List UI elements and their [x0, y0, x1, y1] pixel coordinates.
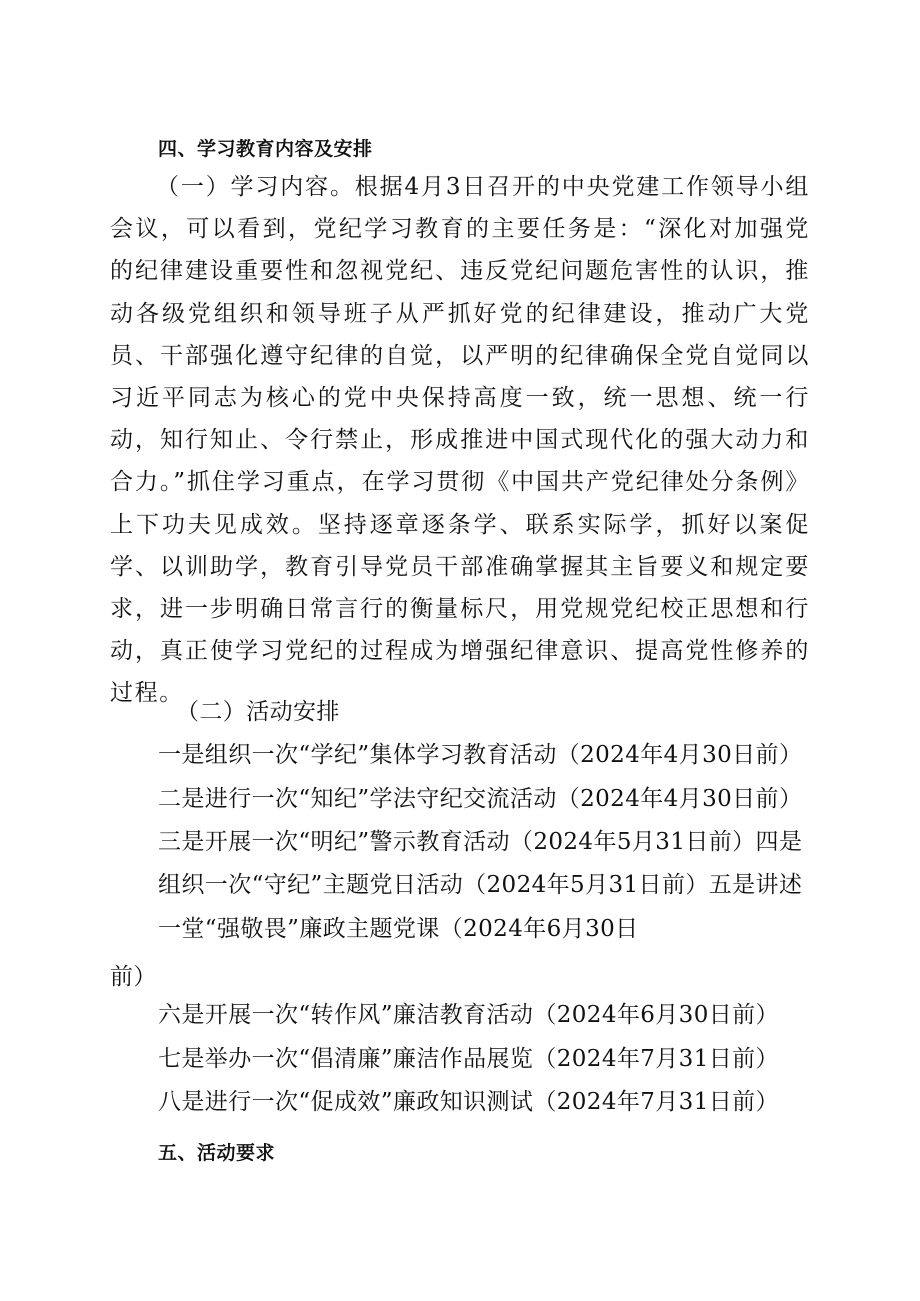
schedule-line-7: 七是举办一次“倡清廉”廉洁作品展览（2024年7月31日前） — [158, 1046, 779, 1072]
study-content-paragraph: （一）学习内容。根据4月3日召开的中央党建工作领导小组会议，可以看到，党纪学习教育的主要任务是：“深化对加强党的纪律建设重要性和忽视党纪、违反党纪问题危害性的认识，推动各级党组织和领导班子从严抓好党的纪律建设，推动广大党员、干部强化遵守纪律的自觉，以严明的纪律确保全党自觉同以习近平同志为核心的党中央保持高度一致，统一思想、统一行动，知行知止、令行禁止，形成推进中国式现代化的强大动力和合力。”抓住学习重点，在学习贯彻《中国共产党纪律处分条例》上下功夫见成效。坚持逐章逐条学、联系实际学，抓好以案促学、以训助学，教育引导党员干部准确掌握其主旨要义和规定要求，进一步明确日常言行的衡量标尺，用党规党纪校正思想和行动，真正使学习党纪的过程成为增强纪律意识、提高党性修养的过程。 — [110, 174, 810, 707]
activity-arrangement-title: （二）活动安排 — [176, 699, 340, 725]
section-5-heading: 五、活动要求 — [158, 1142, 276, 1164]
schedule-line-2: 二是进行一次“知纪”学法守纪交流活动（2024年4月30日前） — [158, 786, 803, 812]
schedule-line-6: 六是开展一次“转作风”廉洁教育活动（2024年6月30日前） — [158, 1002, 779, 1028]
schedule-line-1: 一是组织一次“学纪”集体学习教育活动（2024年4月30日前） — [158, 742, 803, 768]
schedule-line-5: 一堂“强敬畏”廉政主题党课（2024年6月30日 — [158, 916, 639, 942]
schedule-line-3: 三是开展一次“明纪”警示教育活动（2024年5月31日前）四是 — [158, 829, 803, 855]
section-4-heading: 四、学习教育内容及安排 — [158, 138, 373, 160]
schedule-line-5-continuation: 前） — [110, 964, 157, 990]
schedule-line-8: 八是进行一次“促成效”廉政知识测试（2024年7月31日前） — [158, 1089, 779, 1115]
schedule-line-4: 组织一次“守纪”主题党日活动（2024年5月31日前）五是讲述 — [158, 872, 803, 898]
